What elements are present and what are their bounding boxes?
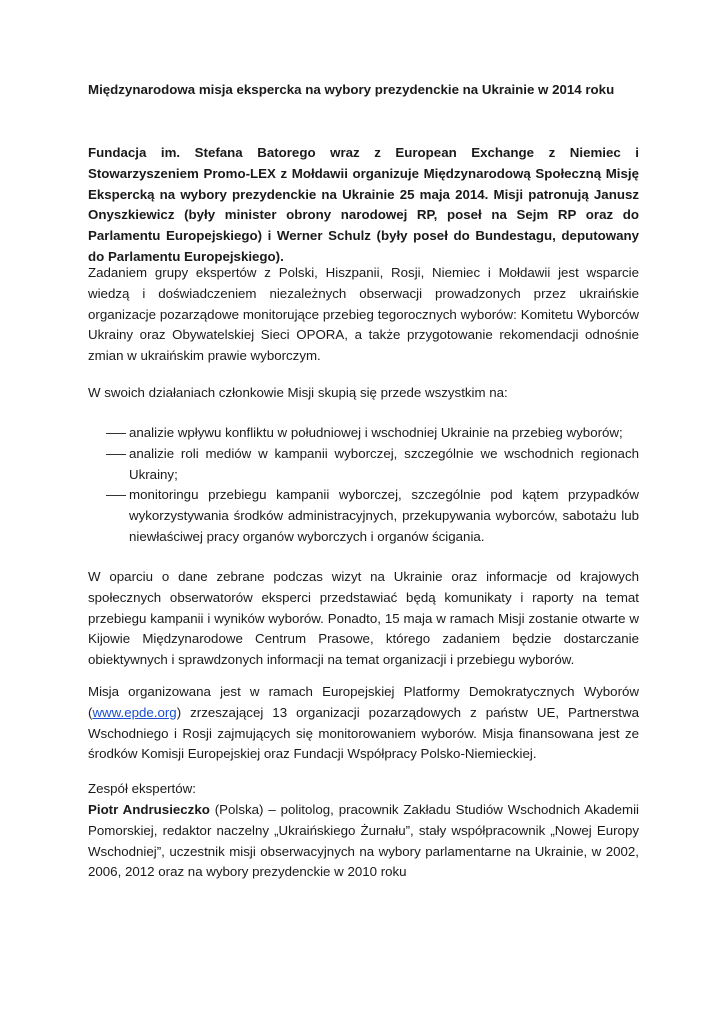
list-item: [88, 485, 639, 547]
lead-paragraph: Fundacja im. Stefana Batorego wraz z European Exchange z Niemiec i Stowarzyszeniem Promo-LEX z Mołdawii organizuje Międzynarodową Społeczną Misję Ekspercką na wybory prezydenckie na Ukrainie 25 maja 2014. Misji patronują Janusz Onyszkiewicz (były minister obrony narodowej RP, poseł na Sejm RP oraz do Parlamentu Europejskiego) i Werner Schulz (były poseł do Bundestagu, deputowany do Parlamentu Europejskiego).: [88, 145, 639, 264]
mission-paragraph: [88, 682, 639, 765]
expert-name: Piotr Andrusieczko: [88, 802, 210, 817]
focus-lead: W swoich działaniach członkowie Misji skupią się przede wszystkim na:: [88, 385, 508, 400]
basis-paragraph: W oparciu o dane zebrane podczas wizyt na Ukrainie oraz informacje od krajowych społecznych obserwatorów eksperci przedstawiać będą komunikaty i raporty na temat przebiegu kampanii i wyników wyborów. Ponadto, 15 maja w ramach Misji zostanie otwarte w Kijowie Międzynarodowe Centrum Prasowe, którego zadaniem będzie dostarczanie obiektywnych i sprawdzonych informacji na temat organizacji i przebiegu wyborów.: [88, 569, 639, 668]
list-item-text: monitoringu przebiegu kampanii wyborczej, szczególnie pod kątem przypadków wykorzystywania środków administracyjnych, przekupywania wyborców, sabotażu lub niewłaściwej pracy organów wyborczych i organów ścigania.: [129, 487, 639, 544]
mission-text-after: ) zrzeszającej 13 organizacji pozarządowych z państw UE, Partnerstwa Wschodniego i Rosji zajmujących się monitorowaniem wyborów. Misja finansowana jest ze środków Komisji Europejskiej oraz Fundacji Współpracy Polsko-Niemieckiej.: [88, 704, 639, 762]
list-item: [88, 444, 639, 486]
list-item-text: analizie wpływu konfliktu w południowej i wschodniej Ukrainie na przebieg wyborów;: [129, 425, 623, 440]
expert-entry: [88, 800, 639, 883]
list-item-text: analizie roli mediów w kampanii wyborczej, szczególnie we wschodnich regionach Ukrainy;: [129, 445, 639, 482]
focus-list: [88, 423, 639, 548]
list-item: [88, 423, 639, 444]
experts-heading: Zespół ekspertów:: [88, 781, 196, 796]
epde-link[interactable]: www.epde.org: [92, 704, 177, 720]
expert-description: (Polska) – politolog, pracownik Zakładu Studiów Wschodnich Akademii Pomorskiej, redaktor naczelny „Ukraińskiego Żurnału”, stały współpracownik „Nowej Europy Wschodniej”, uczestnik misji obserwacyjnych na wybory parlamentarne na Ukrainie, w 2002, 2006, 2012 oraz na wybory prezydenckie w 2010 roku: [88, 802, 639, 880]
mission-text-before: Misja organizowana jest w ramach Europejskiej Platformy Demokratycznych Wyborów (: [88, 684, 639, 720]
document-title: Międzynarodowa misja ekspercka na wybory prezydenckie na Ukrainie w 2014 roku: [88, 82, 615, 97]
intro-paragraph: Zadaniem grupy ekspertów z Polski, Hiszpanii, Rosji, Niemiec i Mołdawii jest wsparcie wiedzą i doświadczeniem niezależnych obserwacji prowadzonych przez ukraińskie organizacje pozarządowe monitorujące przebieg tegorocznych wyborów: Komitetu Wyborców Ukrainy oraz Obywatelskiej Sieci OPORA, a także przygotowanie rekomendacji odnośnie zmian w ukraińskim prawie wyborczym.: [88, 265, 639, 364]
